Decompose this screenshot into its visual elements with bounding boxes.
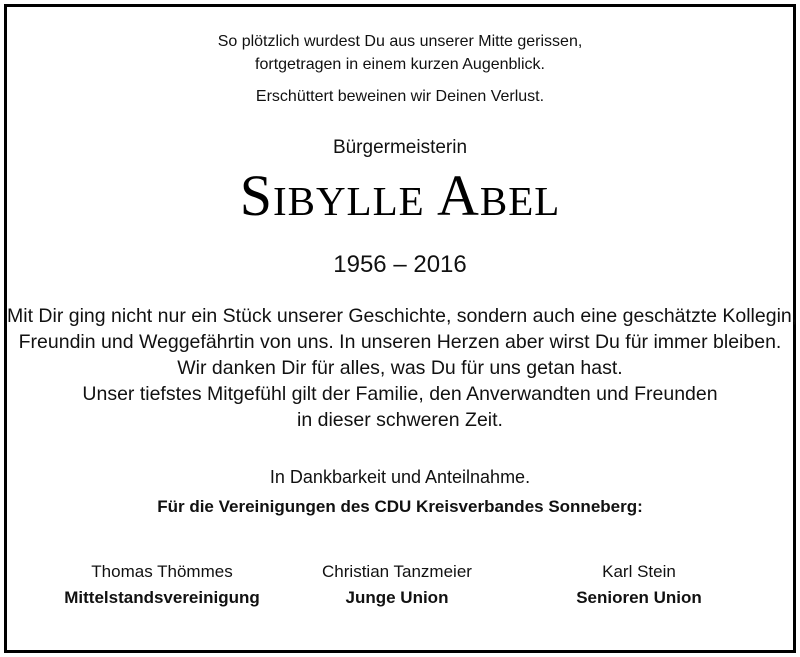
body-line-5: in dieser schweren Zeit. xyxy=(297,409,503,431)
signatory-organization: Senioren Union xyxy=(576,588,702,607)
body-line-3: Wir danken Dir für alles, was Du für uns getan hast. xyxy=(177,357,623,379)
deceased-title: Bürgermeisterin xyxy=(332,137,468,158)
deceased-name: Sibylle Abel xyxy=(239,163,561,228)
signatory-2 xyxy=(277,562,517,608)
intro-line-3: Erschüttert beweinen wir Deinen Verlust. xyxy=(255,88,545,105)
signatory-name: Thomas Thömmes xyxy=(91,562,233,581)
body-line-2: Freundin und Weggefährtin von uns. In unseren Herzen aber wirst Du für immer bleiben. xyxy=(18,331,782,353)
signatory-name: Christian Tanzmeier xyxy=(322,562,472,581)
signatory-name: Karl Stein xyxy=(602,562,676,581)
intro-line-1: So plötzlich wurdest Du aus unserer Mitte gerissen, xyxy=(217,33,583,50)
signatory-1 xyxy=(42,562,282,608)
signatory-3 xyxy=(519,562,759,608)
on-behalf-line: Für die Vereinigungen des CDU Kreisverbandes Sonneberg: xyxy=(157,497,643,516)
signatory-organization: Mittelstandsvereinigung xyxy=(64,588,260,607)
signatory-organization: Junge Union xyxy=(345,588,449,607)
intro-line-2: fortgetragen in einem kurzen Augenblick. xyxy=(255,56,545,73)
obituary-frame xyxy=(4,4,796,653)
body-line-1: Mit Dir ging nicht nur ein Stück unserer Geschichte, sondern auch eine geschätzte Kollegin, xyxy=(7,305,798,327)
life-years: 1956 – 2016 xyxy=(333,251,467,278)
body-line-4: Unser tiefstes Mitgefühl gilt der Familie, den Anverwandten und Freunden xyxy=(82,383,718,405)
closing-phrase: In Dankbarkeit und Anteilnahme. xyxy=(269,467,531,487)
